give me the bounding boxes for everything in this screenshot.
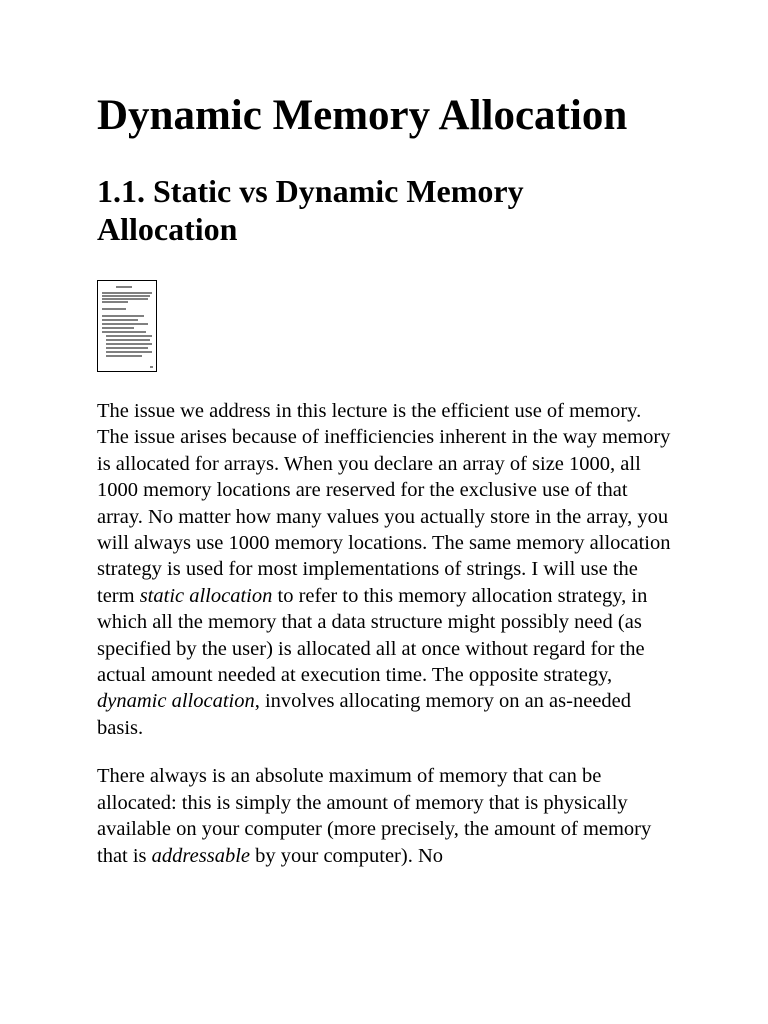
section-heading: 1.1. Static vs Dynamic Memory Allocation <box>97 173 524 247</box>
page-thumbnail-image <box>97 280 157 372</box>
addressable-term: addressable <box>151 844 250 867</box>
paragraph-2 <box>97 763 672 869</box>
paragraph-1 <box>97 398 672 741</box>
dynamic-allocation-term: dynamic allocation <box>97 690 255 713</box>
paragraph-2-text-a: There always is an absolute maximum of memory that can be allocated: this is simply the amount of memory that is physically available on your computer (more precisely, the amount of memory that is <box>97 765 652 867</box>
static-allocation-term: static allocation <box>139 584 273 607</box>
paragraph-2-text-b: by your computer). No <box>250 844 443 867</box>
paragraph-1-text-c: , involves allocating memory on an as-needed basis. <box>97 690 632 739</box>
paragraph-1-text-a: The issue we address in this lecture is the efficient use of memory. The issue arises because of inefficiencies inherent in the way memory is allocated for arrays. When you declare an array of size 1000, all 1000 memory locations are reserved for the exclusive use of that array. No matter how many values you actually store in the array, you will always use 1000 memory locations. The same memory allocation strategy is used for most implementations of strings. I will use the term <box>97 400 671 607</box>
page-thumbnail-graphic <box>98 281 156 371</box>
document-title: Dynamic Memory Allocation <box>97 92 628 139</box>
body-text <box>97 398 672 891</box>
paragraph-1-text-b: to refer to this memory allocation strategy, in which all the memory that a data structure might possibly need (as specified by the user) is allocated all at once without regard for the actual amount needed at execution time. The opposite strategy, <box>97 584 648 687</box>
